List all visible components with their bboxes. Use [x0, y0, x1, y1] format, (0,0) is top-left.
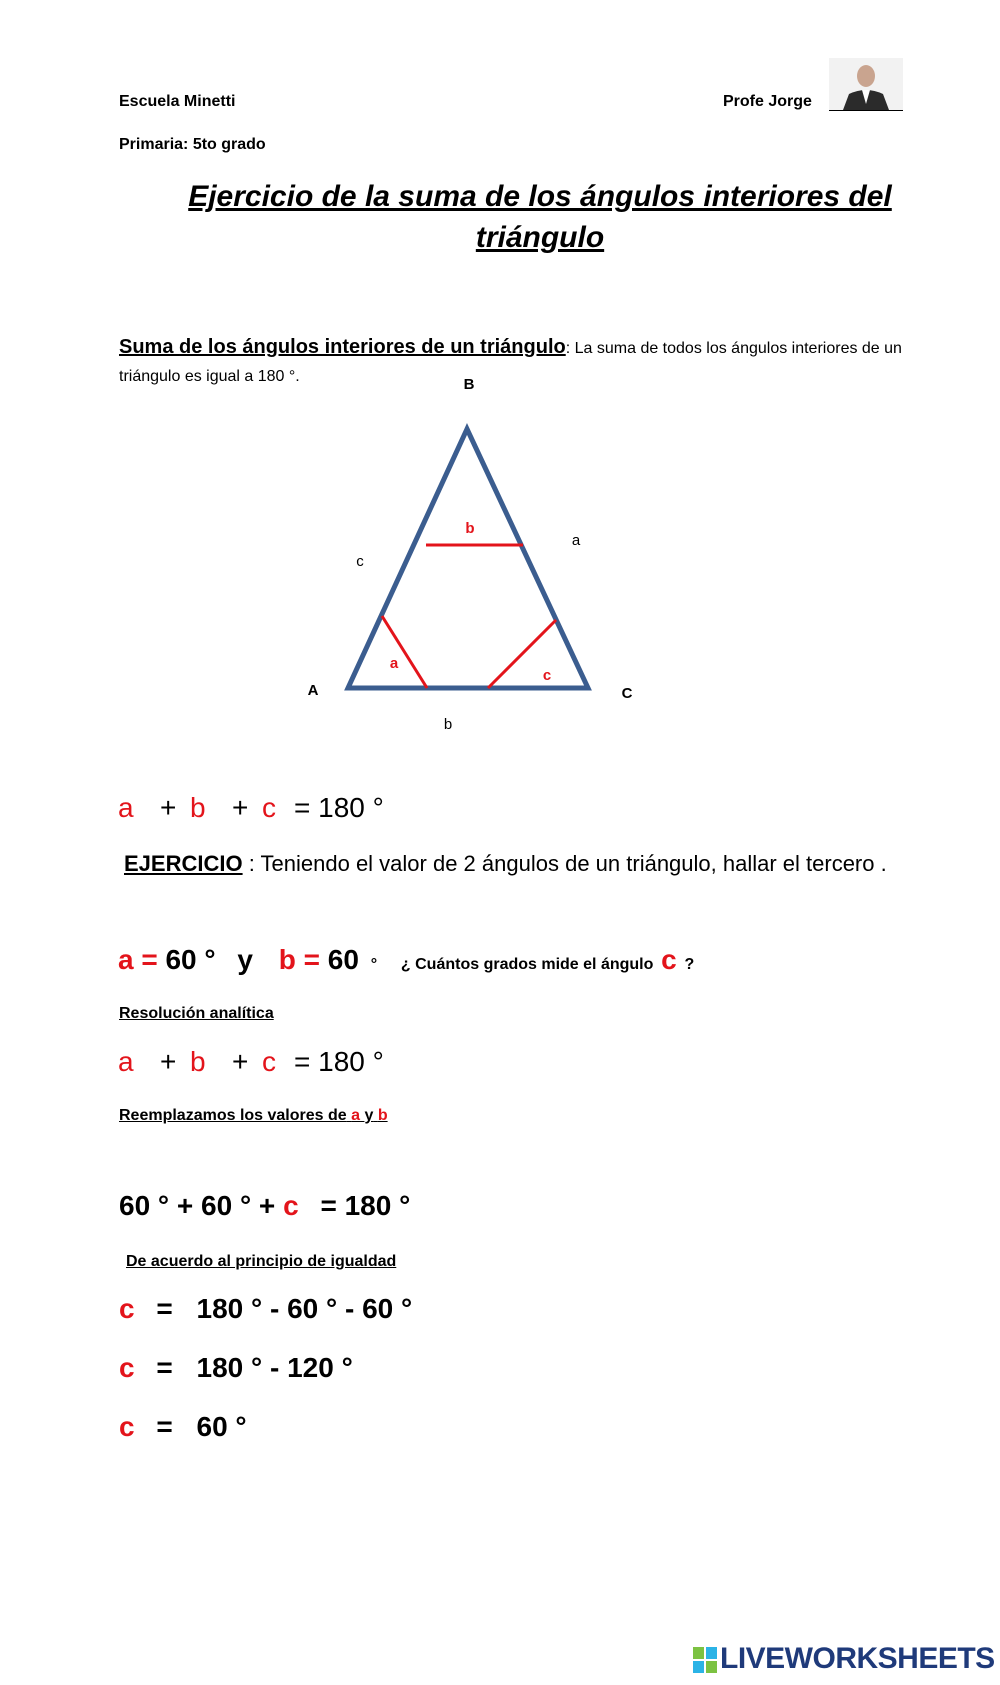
step-expr: 60 °	[196, 1411, 247, 1442]
principle-heading: De acuerdo al principio de igualdad	[126, 1253, 397, 1270]
side-a-label: a	[571, 532, 581, 549]
question-text: ¿ Cuántos grados mide el ángulo	[400, 956, 654, 973]
step-expr: 180 ° - 60 ° - 60 °	[196, 1293, 413, 1324]
subst-left: 60 ° + 60 ° +	[119, 1190, 276, 1221]
triangle-diagram	[290, 376, 690, 760]
question-var: c	[661, 944, 677, 975]
intro-lead: Suma de los ángulos interiores de un triángulo	[119, 336, 566, 358]
eq-b: b	[190, 792, 206, 823]
substitution-equation	[119, 1190, 410, 1222]
eq2-a: a	[118, 1046, 134, 1077]
exercise-text: : Teniendo el valor de 2 ángulos de un triángulo, hallar el tercero .	[242, 851, 887, 876]
eq-a: a	[118, 792, 134, 823]
given-b-value: 60	[320, 944, 359, 975]
liveworksheets-brand[interactable]: LIVEWORKSHEETS	[720, 1642, 995, 1675]
eq2-plus-1: +	[160, 1046, 177, 1077]
teacher-name: Profe Jorge	[723, 93, 812, 110]
given-a-label: a =	[118, 944, 158, 975]
solution-step-3	[119, 1411, 247, 1443]
given-b-eq: =	[295, 944, 320, 975]
intro-paragraph	[119, 333, 939, 391]
eq2-c: c	[262, 1046, 276, 1077]
step-var: c	[119, 1352, 135, 1383]
side-b-label: b	[443, 716, 453, 733]
solution-step-2	[119, 1352, 353, 1384]
eq-c: c	[262, 792, 276, 823]
angle-sum-equation	[118, 792, 384, 824]
eq2-rhs: = 180 °	[294, 1046, 384, 1077]
angle-c-label: c	[542, 667, 552, 684]
given-b-degree: °	[370, 956, 378, 973]
given-a-value: 60 °	[157, 944, 216, 975]
given-and: y	[237, 944, 253, 975]
person-photo-icon	[829, 58, 903, 110]
triangle-shape	[348, 429, 588, 688]
angle-sum-equation-2	[118, 1046, 384, 1078]
step-var: c	[119, 1293, 135, 1324]
subst-var: c	[283, 1190, 299, 1221]
exercise-statement	[124, 851, 887, 877]
eq2-b: b	[190, 1046, 206, 1077]
replace-a: a	[351, 1107, 361, 1124]
teacher-photo	[829, 58, 903, 111]
intro-text: : La suma de todos los ángulos interiores de un triángulo es igual a 180 °.	[119, 340, 902, 385]
given-b-label: b	[278, 944, 296, 975]
exercise-label: EJERCICIO	[124, 851, 243, 876]
step-var: c	[119, 1411, 135, 1442]
step-expr: 180 ° - 120 °	[196, 1352, 353, 1383]
replace-heading	[119, 1107, 388, 1125]
vertex-b: B	[463, 376, 475, 393]
step-eq: =	[156, 1293, 173, 1324]
school-name: Escuela Minetti	[119, 93, 236, 110]
eq2-plus-2: +	[232, 1046, 249, 1077]
vertex-c: C	[621, 685, 633, 702]
replace-text: Reemplazamos los valores de	[119, 1107, 347, 1124]
vertex-a: A	[307, 682, 319, 699]
grade-label: Primaria: 5to grado	[119, 136, 266, 153]
eq-rhs: = 180 °	[294, 792, 384, 823]
replace-b: b	[377, 1107, 388, 1124]
angle-b-label: b	[465, 520, 475, 537]
angle-a-label: a	[389, 655, 399, 672]
side-c-label: c	[356, 553, 364, 570]
step-eq: =	[156, 1352, 173, 1383]
solution-step-1	[119, 1293, 412, 1325]
given-values	[118, 944, 694, 976]
step-eq: =	[156, 1411, 173, 1442]
eq-plus-1: +	[160, 792, 177, 823]
subst-right: = 180 °	[320, 1190, 411, 1221]
resolution-heading: Resolución analítica	[119, 1005, 274, 1022]
page-title: Ejercicio de la suma de los ángulos interiores del triángulo	[188, 180, 892, 254]
eq-plus-2: +	[232, 792, 249, 823]
replace-y: y	[364, 1107, 374, 1124]
liveworksheets-logo-icon	[693, 1647, 717, 1673]
angle-a-arc	[382, 616, 427, 688]
question-end: ?	[684, 956, 695, 973]
